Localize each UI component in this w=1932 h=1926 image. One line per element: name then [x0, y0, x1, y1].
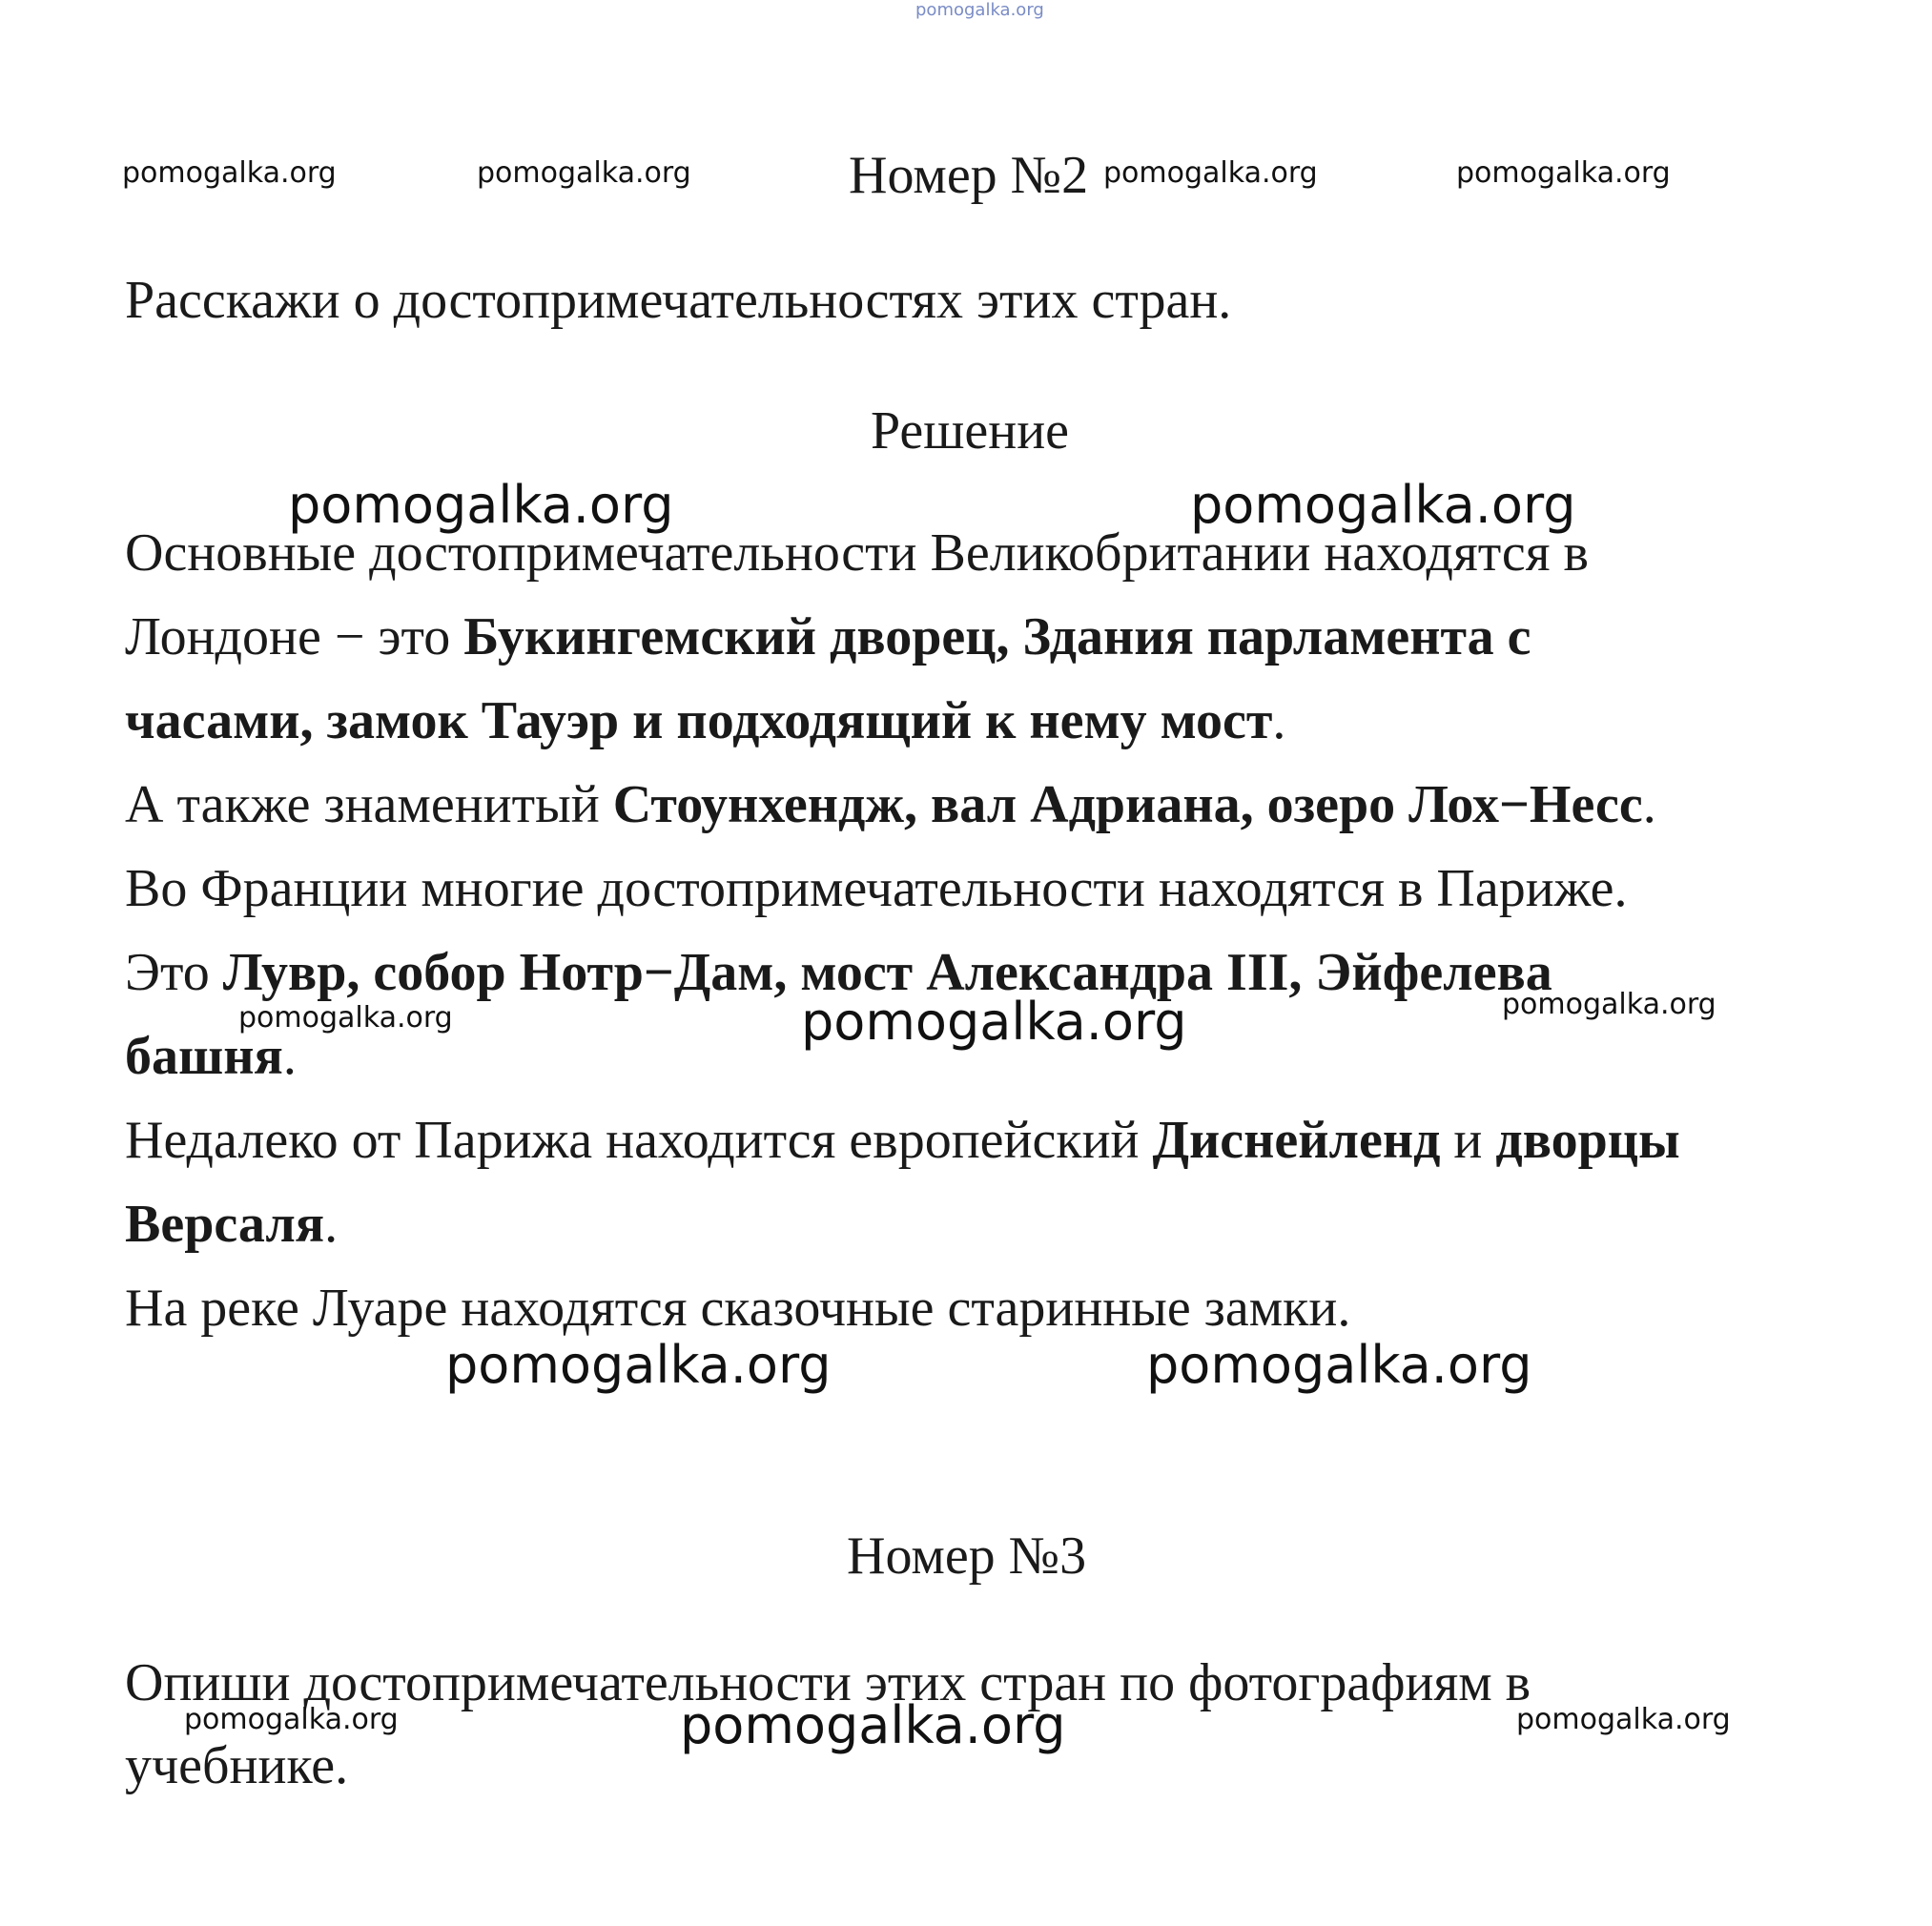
bold-text: Диснейленд — [1152, 1111, 1441, 1170]
watermark: pomogalka.org — [445, 1335, 832, 1395]
text-span: Это — [125, 943, 223, 1002]
bold-text: Лувр, собор Нотр−Дам, мост Александра III, Эйфелева — [222, 943, 1552, 1002]
watermark: pomogalka.org — [1190, 475, 1576, 535]
solution-line — [125, 1194, 338, 1255]
watermark: pomogalka.org — [122, 156, 337, 190]
watermark: pomogalka.org — [1502, 988, 1716, 1021]
bold-text: башня — [125, 1027, 283, 1086]
solution-line — [125, 1110, 1680, 1171]
bold-text: Стоунхендж, вал Адриана, озеро Лох−Несс — [612, 775, 1643, 834]
watermark: pomogalka.org — [1146, 1335, 1532, 1395]
bold-text: дворцы — [1495, 1111, 1680, 1170]
text-span: и — [1440, 1111, 1496, 1170]
text-span: . — [1642, 775, 1656, 834]
solution-line — [125, 606, 1531, 667]
solution-line: На реке Луаре находятся сказочные старинные замки. — [125, 1279, 1351, 1338]
watermark: pomogalka.org — [1103, 156, 1318, 190]
text-span: Недалеко от Парижа находится европейский — [125, 1111, 1153, 1170]
watermark: pomogalka.org — [288, 475, 674, 535]
bold-text: Версаля — [125, 1195, 325, 1254]
watermark: pomogalka.org — [801, 992, 1187, 1052]
bold-text: часами, замок Тауэр и подходящий к нему мост — [125, 691, 1273, 750]
solution-line — [125, 690, 1285, 751]
text-span: . — [324, 1195, 339, 1254]
bold-text: Букингемский дворец, Здания парламента с — [463, 607, 1531, 666]
watermark: pomogalka.org — [238, 1001, 453, 1035]
top-watermark: pomogalka.org — [915, 0, 1044, 20]
watermark: pomogalka.org — [184, 1703, 399, 1736]
solution-heading: Решение — [871, 401, 1070, 461]
solution-line — [125, 1026, 297, 1087]
section-3-heading: Номер №3 — [847, 1526, 1087, 1586]
text-span: . — [1272, 691, 1286, 750]
watermark: pomogalka.org — [1456, 156, 1671, 190]
watermark: pomogalka.org — [1516, 1703, 1731, 1736]
watermark: pomogalka.org — [477, 156, 691, 190]
text-span: . — [282, 1027, 297, 1086]
section-3-task: учебнике. — [125, 1736, 349, 1795]
solution-line: Основные достопримечательности Великобритании находятся в — [125, 523, 1589, 583]
solution-line: Во Франции многие достопримечательности находятся в Париже. — [125, 859, 1628, 918]
solution-line — [125, 774, 1656, 835]
text-span: А также знаменитый — [125, 775, 613, 834]
section-2-task: Расскажи о достопримечательностях этих стран. — [125, 271, 1232, 330]
section-2-heading: Номер №2 — [849, 146, 1089, 205]
watermark: pomogalka.org — [680, 1695, 1066, 1755]
section-3-task: Опиши достопримечательности этих стран по фотографиям в — [125, 1653, 1531, 1712]
text-span: Лондоне − это — [125, 607, 464, 666]
